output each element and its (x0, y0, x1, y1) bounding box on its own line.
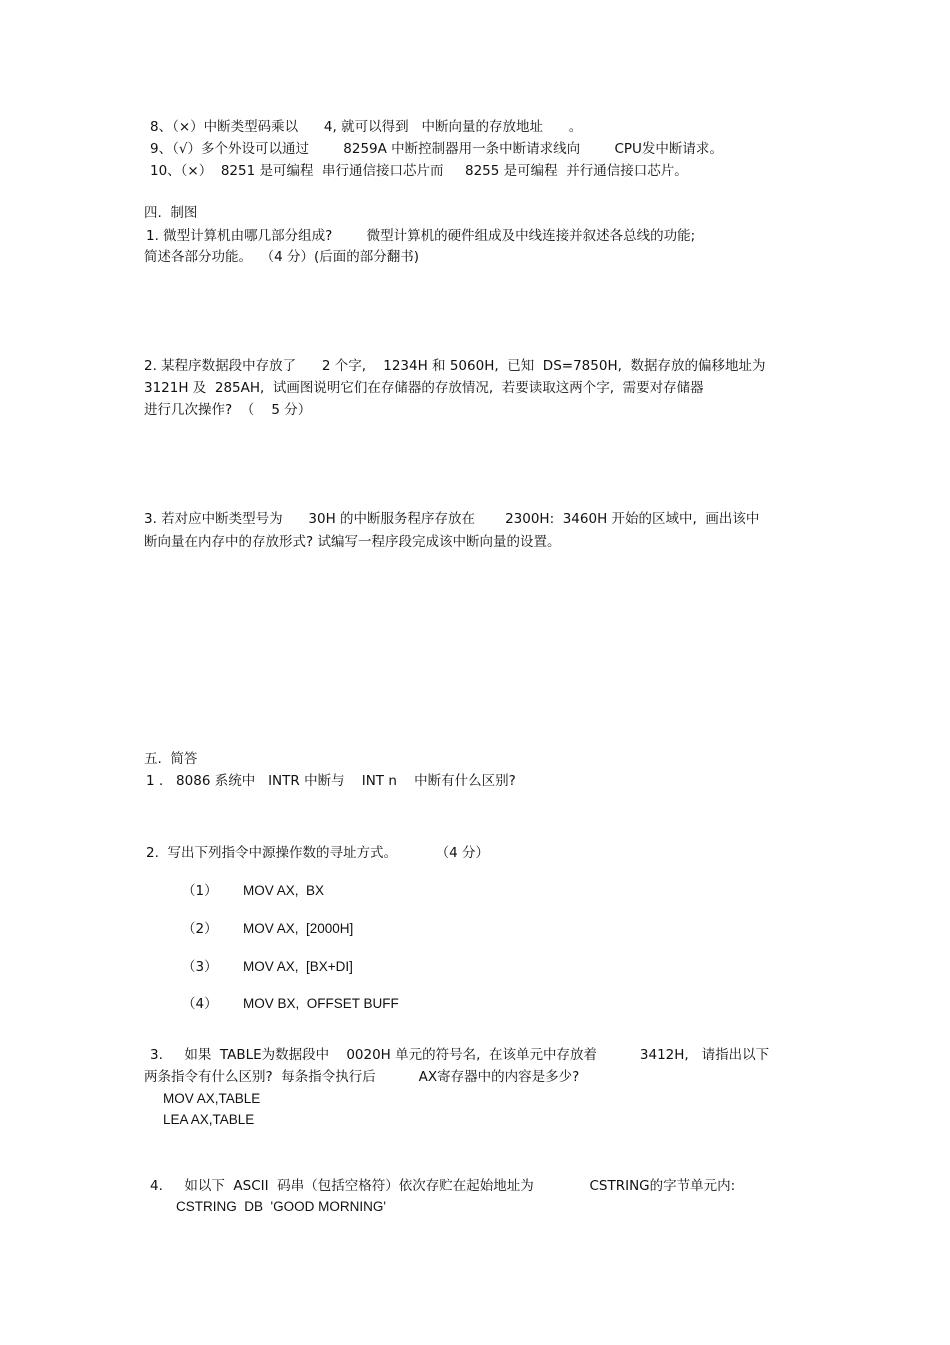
judge-item-10: 10、（×） 8251 是可编程 串行通信接口芯片而 8255 是可编程 并行通信接口芯片。 (150, 163, 688, 179)
s5-q4-line1: 4. 如以下 ASCII 码串（包括空格符）依次存贮在起始地址为 CSTRING的字节单元内: (150, 1178, 736, 1194)
s5-q3-code-mov: MOV AX,TABLE (163, 1091, 261, 1106)
s5-q2-item-num: （4） (182, 996, 218, 1012)
s4-q1-line2: 简述各部分功能。 （4 分）(后面的部分翻书) (144, 249, 419, 265)
s5-q2: 2. 写出下列指令中源操作数的寻址方式。 （4 分） (146, 845, 489, 861)
judge-item-9: 9、（√）多个外设可以通过 8259A 中断控制器用一条中断请求线向 CPU发中断请求。 (150, 141, 723, 157)
s4-q1-line1: 1. 微型计算机由哪几部分组成? 微型计算机的硬件组成及中线连接并叙述各总线的功能; (146, 228, 696, 244)
s5-q2-item-code: MOV AX, [2000H] (243, 921, 354, 936)
s5-q3-line1: 3. 如果 TABLE为数据段中 0020H 单元的符号名, 在该单元中存放着 3412H, 请指出以下 (150, 1047, 770, 1063)
s5-q2-item-code: MOV AX, BX (243, 883, 325, 898)
section-5-heading: 五. 简答 (144, 751, 198, 767)
s5-q4-line2: CSTRING DB 'GOOD MORNING' (176, 1199, 386, 1214)
s5-q2-item-num: （2） (182, 921, 218, 937)
s4-q2-line2: 3121H 及 285AH, 试画图说明它们在存储器的存放情况, 若要读取这两个字, 需要对存储器 (144, 380, 704, 396)
s4-q3-line1: 3. 若对应中断类型号为 30H 的中断服务程序存放在 2300H: 3460H 开始的区域中, 画出该中 (144, 511, 760, 527)
section-4-heading: 四. 制图 (144, 205, 198, 221)
s5-q3-line2: 两条指令有什么区别? 每条指令执行后 AX寄存器中的内容是多少? (144, 1069, 580, 1085)
s5-q2-item-code: MOV AX, [BX+DI] (243, 959, 353, 974)
s4-q2-line1: 2. 某程序数据段中存放了 2 个字, 1234H 和 5060H, 已知 DS=7850H, 数据存放的偏移地址为 (144, 358, 766, 374)
s4-q3-line2: 断向量在内存中的存放形式? 试编写一程序段完成该中断向量的设置。 (144, 534, 561, 550)
s5-q3-code-lea: LEA AX,TABLE (163, 1112, 255, 1127)
s5-q2-item-num: （1） (182, 883, 218, 899)
s5-q2-item-num: （3） (182, 959, 218, 975)
s5-q2-item-code: MOV BX, OFFSET BUFF (243, 996, 399, 1011)
judge-item-8: 8、（×）中断类型码乘以 4, 就可以得到 中断向量的存放地址 。 (150, 119, 583, 135)
s5-q1: 1 . 8086 系统中 INTR 中断与 INT n 中断有什么区别? (146, 773, 516, 789)
s4-q2-line3: 进行几次操作? （ 5 分） (144, 402, 312, 418)
